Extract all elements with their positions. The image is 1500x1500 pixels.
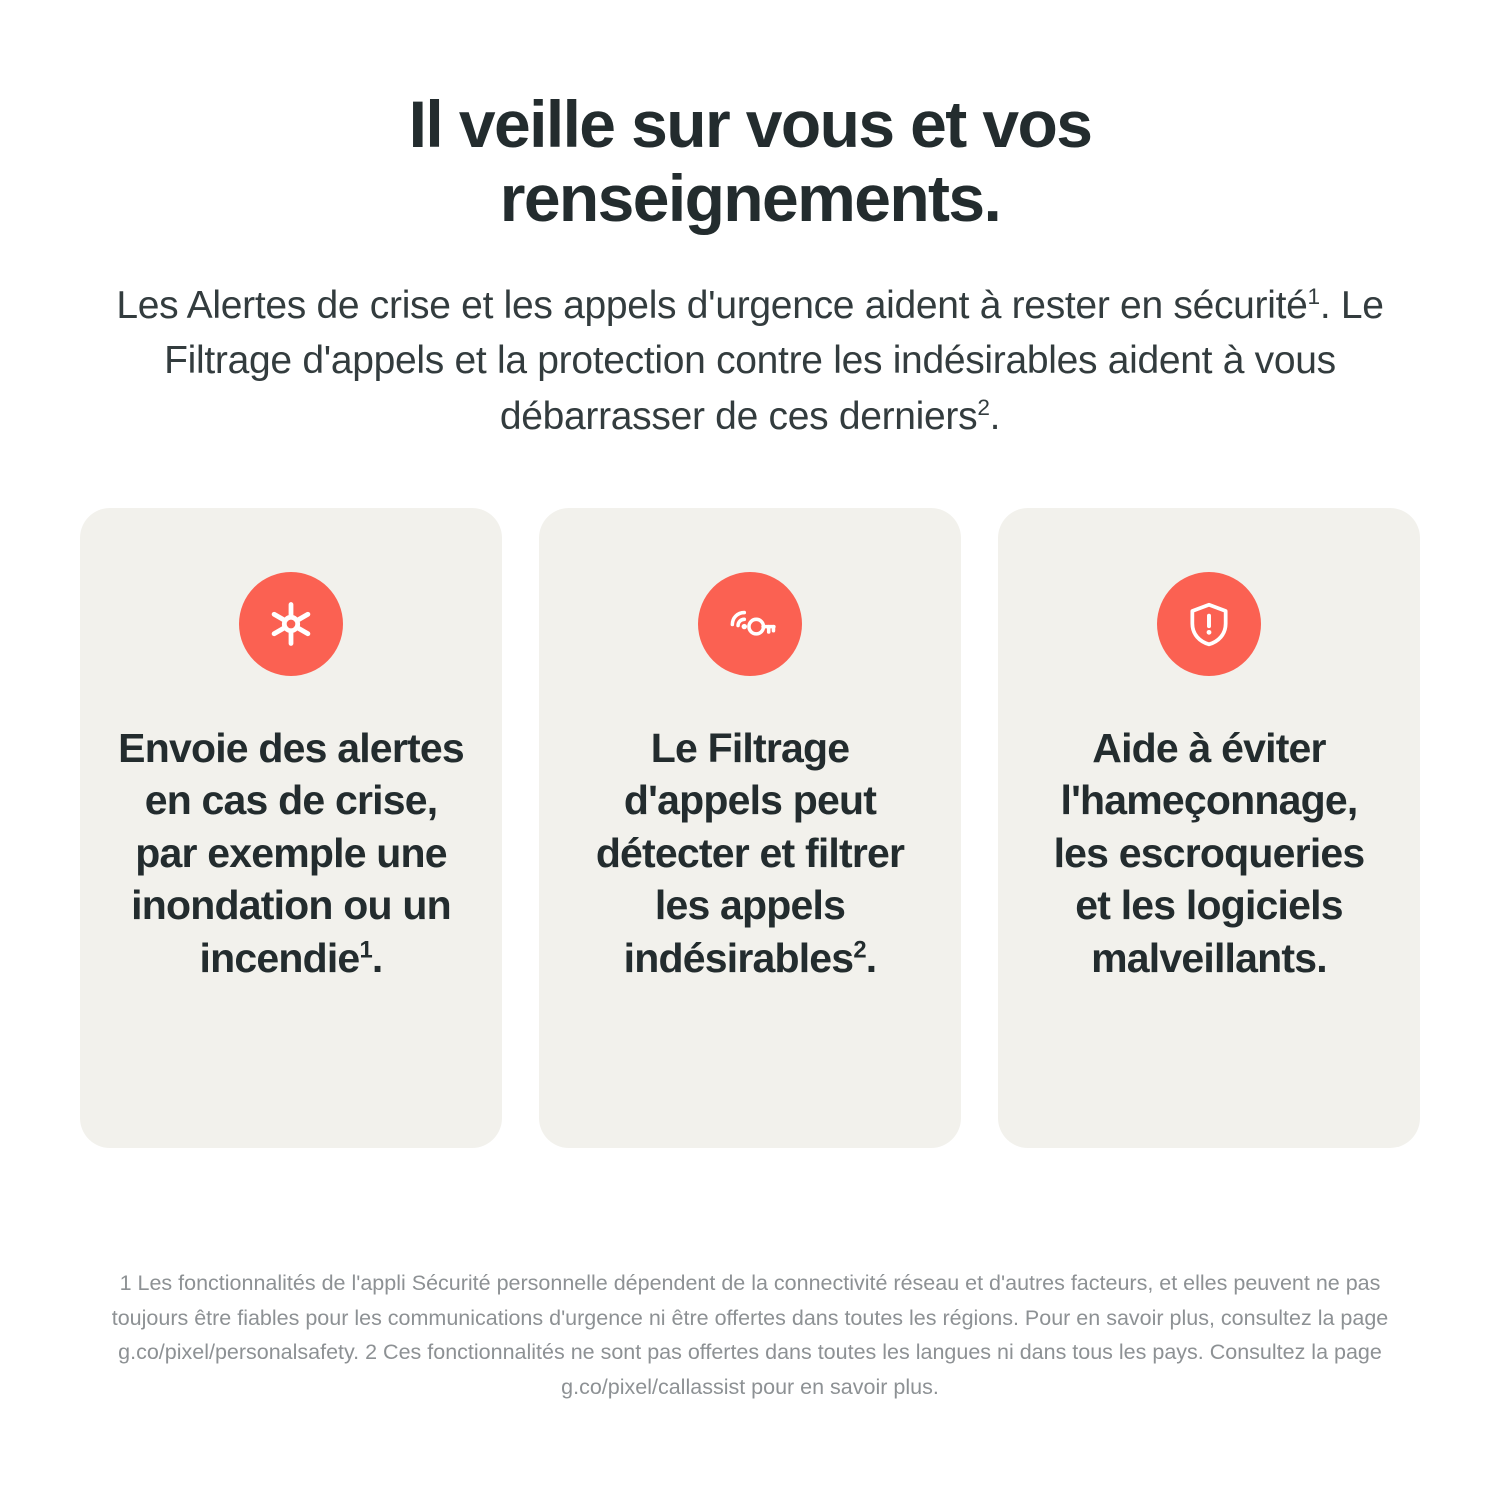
- card-footnote-ref: 1: [359, 936, 372, 964]
- feature-card-phishing-protection: [998, 508, 1420, 1148]
- subtitle-text-1: Les Alertes de crise et les appels d'urgence aident à rester en sécurité: [116, 283, 1308, 327]
- page-title: Il veille sur vous et vos renseignements.: [408, 87, 1092, 235]
- crisis-alert-icon: [239, 572, 343, 676]
- feature-cards: [80, 508, 1420, 1148]
- card-text-body: Envoie des alertes en cas de crise, par exemple une inondation ou un incendie: [118, 724, 464, 981]
- feature-card-text: [1032, 722, 1386, 984]
- feature-card-call-screening: [539, 508, 961, 1148]
- call-screen-key-icon: [698, 572, 802, 676]
- card-footnote-ref: 2: [853, 936, 866, 964]
- card-text-body: Le Filtrage d'appels peut détecter et filtrer les appels indésirables: [595, 724, 905, 981]
- feature-card-crisis-alerts: [80, 508, 502, 1148]
- card-text-end: .: [371, 934, 383, 981]
- footnotes: 1 Les fonctionnalités de l'appli Sécurité personnelle dépendent de la connectivité réseau et d'autres facteurs, et elles peuvent ne pas toujours être fiables pour les communications d'urgence ni être offertes dans toutes les régions. Pour en savoir plus, consultez la page g.co/pixel/personalsafety. 2 Ces fonctionnalités ne sont pas offertes dans toutes les langues ni dans tous les pays. Consultez la page g.co/pixel/callassist pour en savoir plus.: [111, 1271, 1389, 1399]
- card-text-body: Aide à éviter l'hameçonnage, les escroqueries et les logiciels malveillants.: [1053, 724, 1365, 981]
- page-subtitle: [80, 278, 1420, 444]
- feature-card-text: [114, 722, 468, 984]
- card-text-end: .: [865, 934, 877, 981]
- subtitle-text-2: . Le Filtrage d'appels et la protection contre les indésirables aident à vous débarrasser de ces derniers: [164, 283, 1384, 438]
- subtitle-text-3: .: [989, 394, 1001, 438]
- feature-card-text: [573, 722, 927, 984]
- footnote-ref-2: 2: [977, 394, 990, 420]
- shield-alert-icon: [1157, 572, 1261, 676]
- footnote-ref-1: 1: [1307, 283, 1320, 309]
